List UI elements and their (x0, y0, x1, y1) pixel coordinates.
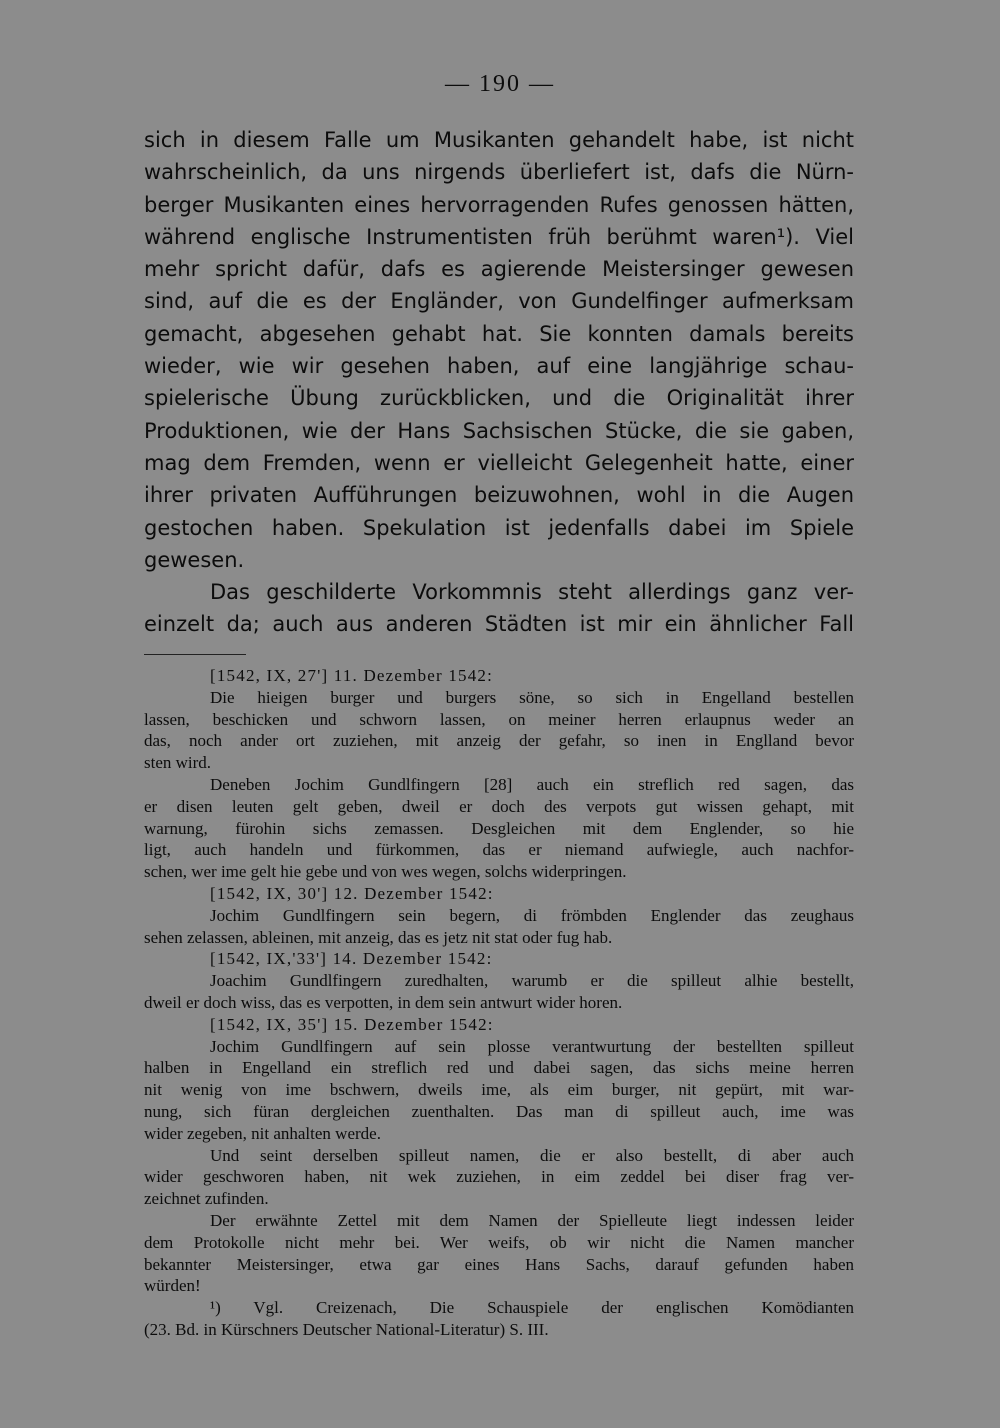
main-line: ihrer privaten Aufführungen beizuwohnen, wohl in die Augen (144, 483, 854, 508)
footnote-line: Deneben Jochim Gundlfingern [28] auch ein streflich red sagen, das (210, 774, 854, 794)
protocol-entry-header: [1542, IX, 30'] 12. Dezember 1542: (210, 883, 494, 903)
footnote-line: Joachim Gundlfingern zuredhalten, warumb er die spilleut alhie bestellt, (210, 971, 854, 991)
footnote-line: bekannter Meistersinger, etwa gar eines Hans Sachs, darauf gefunden haben (144, 1254, 854, 1274)
footnote-line: er disen leuten gelt geben, dweil er doch des verpots gut wissen gehapt, mit (144, 796, 854, 816)
main-line: berger Musikanten eines hervorragenden Rufes genossen hätten, (144, 192, 854, 217)
main-line: gewesen. (144, 547, 245, 572)
main-line: wieder, wie wir gesehen haben, auf eine langjährige schau- (144, 354, 854, 379)
footnote-line: Die hieigen burger und burgers söne, so sich in Engelland bestellen (210, 687, 854, 707)
main-line: wahrscheinlich, da uns nirgends überliefert ist, dafs die Nürn- (144, 160, 854, 185)
footnote-line: Jochim Gundlfingern auf sein plosse verantwurtung der bestellten spilleut (210, 1036, 854, 1056)
main-text (144, 124, 854, 641)
main-line: sich in diesem Falle um Musikanten gehandelt habe, ist nicht (144, 128, 854, 152)
page-number: — 190 — (445, 71, 555, 97)
footnote-line: würden! (144, 1276, 201, 1296)
footnote-reference: (23. Bd. in Kürschners Deutscher National-Literatur) S. III. (144, 1319, 549, 1339)
footnote-line: schen, wer ime gelt hie gebe und von wes wegen, solchs widerpringen. (144, 862, 627, 882)
main-line: gestochen haben. Spekulation ist jedenfalls dabei im Spiele (144, 515, 854, 540)
main-line: Produktionen, wie der Hans Sachsischen Stücke, die sie gaben, (144, 418, 854, 443)
main-line: mag dem Fremden, wenn er vielleicht Gelegenheit hatte, einer (144, 450, 854, 475)
footnote-reference: ¹) Vgl. Creizenach, Die Schauspiele der englischen Komödianten (210, 1298, 854, 1318)
protocol-entry-header: [1542, IX, 27'] 11. Dezember 1542: (210, 666, 494, 685)
main-line: mehr spricht dafür, dafs es agierende Meistersinger gewesen (144, 257, 854, 282)
footnote-line: dweil er doch wiss, das es verpotten, in dem sein antwurt wider horen. (144, 992, 623, 1012)
footnote-line: sehen zelassen, ableinen, mit anzeig, das es jetz nit stat oder fug hab. (144, 927, 613, 947)
main-line: Das geschilderte Vorkommnis steht allerdings ganz ver- (210, 580, 854, 605)
footnote-block (144, 665, 854, 1341)
main-line: gemacht, abgesehen gehabt hat. Sie konnten damals bereits (144, 321, 854, 346)
footnote-line: Jochim Gundlfingern sein begern, di frömbden Englender das zeughaus (210, 905, 854, 925)
footnote-line: das, noch ander ort zuziehen, mit anzeig der gefahr, so inen in Englland bevor (144, 731, 854, 751)
protocol-entry-header: [1542, IX, 35'] 15. Dezember 1542: (210, 1014, 494, 1034)
main-line: spielerische Übung zurückblicken, und die Originalität ihrer (144, 386, 854, 411)
footnote-line: Und seint derselben spilleut namen, die er also bestellt, di aber auch (210, 1145, 854, 1165)
footnote-line: halben in Engelland ein streflich red und dabei sagen, das sichs meine herren (144, 1058, 854, 1078)
footnote-line: dem Protokolle nicht mehr bei. Wer weifs, ob wir nicht die Namen mancher (144, 1232, 854, 1252)
footnote-rule (144, 654, 246, 655)
footnote-line: wider zegeben, nit anhalten werde. (144, 1123, 381, 1143)
main-line: während englische Instrumentisten früh berühmt waren¹). Viel (144, 224, 854, 249)
protocol-entry-header: [1542, IX,'33'] 14. Dezember 1542: (210, 949, 493, 969)
footnote-line: lassen, beschicken und schworn lassen, on meiner herren erlaupnus weder an (144, 709, 854, 729)
footnote-line: ligt, auch handeln und fürkommen, das er niemand aufwiegle, auch nachfor- (144, 840, 854, 860)
footnote-line: zeichnet zufinden. (144, 1189, 269, 1209)
main-line: sind, auf die es der Engländer, von Gundelfinger aufmerksam (144, 289, 854, 314)
footnote-line: nit wenig von ime bschwern, dweils ime, als eim burger, nit gepürt, mit war- (144, 1080, 854, 1100)
main-line: einzelt da; auch aus anderen Städten ist mir ein ähnlicher Fall (144, 612, 854, 637)
footnote-line: sten wird. (144, 753, 212, 773)
footnote-line: warnung, fürohin sichs zemassen. Desgleichen mit dem Englender, so hie (144, 818, 854, 838)
footnote-line: nung, sich füran dergleichen zuenthalten. Das man di spilleut auch, ime was (144, 1101, 854, 1121)
footnote-line: Der erwähnte Zettel mit dem Namen der Spielleute liegt indessen leider (210, 1210, 854, 1230)
footnote-line: wider geschworen haben, nit wek zuziehen, in eim zeddel bei diser frag ver- (144, 1167, 854, 1187)
